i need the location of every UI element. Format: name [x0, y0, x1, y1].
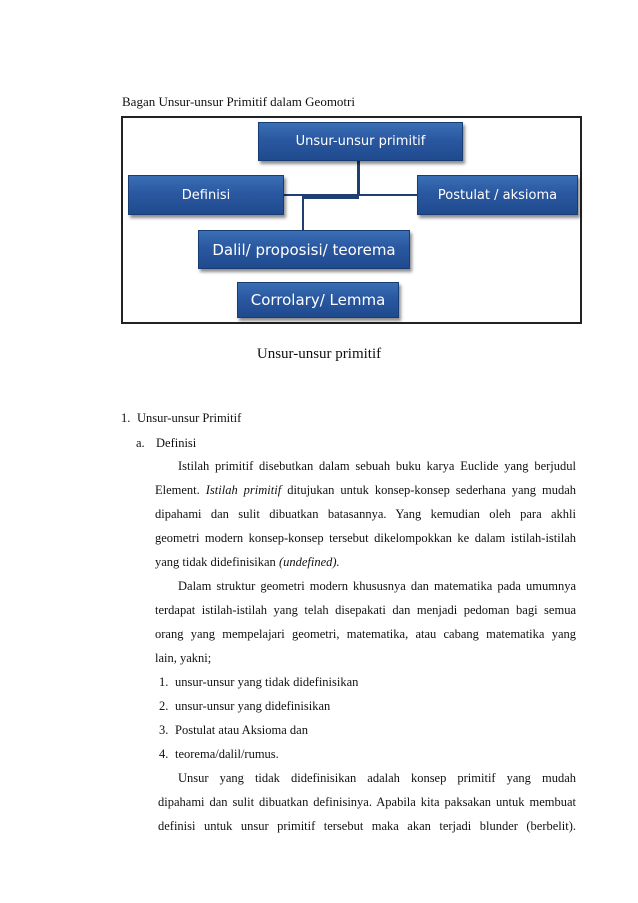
p1-line-4: geometri modern konsep-konsep tersebut dikelompokkan ke dalam istilah-istilah	[155, 531, 576, 545]
corrolary-lemma-box: Corrolary/ Lemma	[237, 282, 399, 318]
enum-number: 3.	[159, 723, 169, 737]
sub-item-label: Definisi	[156, 436, 197, 450]
enum-text: unsur-unsur yang tidak didefinisikan	[175, 675, 359, 689]
p3-line-3: definisi untuk unsur primitif tersebut maka akan terjadi blunder (berbelit).	[158, 819, 576, 833]
section-title: Unsur-unsur primitif	[256, 346, 382, 362]
p1-line-1: Istilah primitif disebutkan dalam sebuah buku karya Euclide yang berjudul	[178, 459, 576, 473]
enum-item	[159, 675, 358, 690]
p1-l2b: Istilah primitif	[205, 483, 282, 497]
enum-number: 1.	[159, 675, 169, 689]
p1-l5b: (undefined).	[278, 555, 340, 569]
dalil-proposisi-teorema-box: Dalil/ proposisi/ teorema	[198, 230, 410, 269]
p1-l2c: ditujukan untuk konsep-konsep sederhana yang mudah	[287, 483, 576, 497]
p1-line-5	[155, 555, 340, 570]
list-item-1	[121, 411, 241, 426]
p3-line-1: Unsur yang tidak didefinisikan adalah konsep primitif yang mudah	[178, 771, 576, 785]
unsur-primitif-box: Unsur-unsur primitif	[258, 122, 463, 161]
definisi-box: Definisi	[128, 175, 284, 215]
connector-elbow-horizontal	[302, 196, 359, 199]
p3-line-2: dipahami dan sulit dibuatkan definisinya. Apabila kita paksakan untuk membuat	[158, 795, 576, 809]
p1-l5a: yang tidak didefinisikan	[155, 555, 276, 569]
connector-elbow-vertical	[302, 196, 304, 230]
connector-vertical	[357, 159, 360, 195]
p2-line-4: lain, yakni;	[155, 651, 212, 665]
enum-item	[159, 747, 279, 762]
enum-item	[159, 723, 308, 738]
enum-text: teorema/dalil/rumus.	[175, 747, 279, 761]
postulat-aksioma-box: Postulat / aksioma	[417, 175, 578, 215]
sub-item-a	[136, 436, 196, 451]
list-item-label: Unsur-unsur Primitif	[137, 411, 242, 425]
enum-number: 2.	[159, 699, 169, 713]
enum-number: 4.	[159, 747, 169, 761]
enum-text: unsur-unsur yang didefinisikan	[175, 699, 331, 713]
list-number: 1.	[121, 411, 131, 425]
p1-l2a: Element.	[155, 483, 200, 497]
sub-letter: a.	[136, 436, 145, 450]
p1-line-3: dipahami dan sulit dibuatkan batasannya. Yang kemudian oleh para akhli	[155, 507, 576, 521]
enum-text: Postulat atau Aksioma dan	[175, 723, 308, 737]
p2-line-3: orang yang mempelajari geometri, matematika, atau cabang matematika yang	[155, 627, 576, 641]
diagram-caption: Bagan Unsur-unsur Primitif dalam Geomotri	[122, 94, 355, 109]
enum-item	[159, 699, 330, 714]
p1-line-2	[155, 483, 576, 498]
p2-line-1: Dalam struktur geometri modern khususnya dan matematika pada umumnya	[178, 579, 576, 593]
p2-line-2: terdapat istilah-istilah yang telah disepakati dan menjadi pedoman bagi semua	[155, 603, 576, 617]
